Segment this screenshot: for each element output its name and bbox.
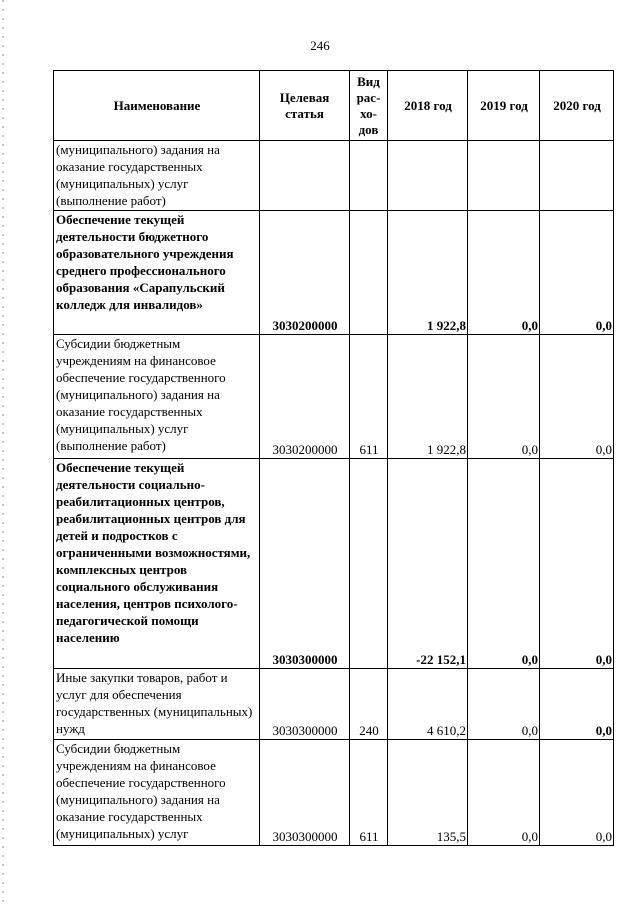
row-kind: 611 bbox=[350, 740, 388, 846]
row-name: (муниципального) задания на оказание государственных (муниципальных) услуг (выполнение работ) bbox=[54, 141, 260, 211]
table-row bbox=[54, 740, 614, 846]
table-row bbox=[54, 141, 614, 211]
header-2018: 2018 год bbox=[388, 71, 468, 141]
row-2020: 0,0 bbox=[540, 211, 614, 335]
row-2018: 135,5 bbox=[388, 740, 468, 846]
row-code: 3030200000 bbox=[260, 335, 350, 459]
row-kind bbox=[350, 459, 388, 669]
table-row bbox=[54, 335, 614, 459]
row-2020: 0,0 bbox=[540, 669, 614, 740]
row-2018: 4 610,2 bbox=[388, 669, 468, 740]
header-row bbox=[54, 71, 614, 141]
row-code: 3030300000 bbox=[260, 459, 350, 669]
row-code: 3030200000 bbox=[260, 211, 350, 335]
page-number: 246 bbox=[310, 38, 330, 53]
row-2019: 0,0 bbox=[468, 459, 540, 669]
header-name: Наименование bbox=[54, 71, 260, 141]
row-2020: 0,0 bbox=[540, 459, 614, 669]
scan-edge-marks bbox=[2, 0, 4, 905]
row-2019: 0,0 bbox=[468, 211, 540, 335]
header-2020: 2020 год bbox=[540, 71, 614, 141]
header-2019: 2019 год bbox=[468, 71, 540, 141]
table-row bbox=[54, 669, 614, 740]
row-2020: 0,0 bbox=[540, 740, 614, 846]
row-kind: 240 bbox=[350, 669, 388, 740]
row-2019: 0,0 bbox=[468, 335, 540, 459]
row-code bbox=[260, 141, 350, 211]
table-row bbox=[54, 459, 614, 669]
row-name: Обеспечение текущей деятельности социально-реабилитационных центров, реабилитационных центров для детей и подростков с ограниченными возможностями, комплексных центров социального обслуживания населения, центров психолого-педагогической помощи населению bbox=[54, 459, 260, 669]
header-kind: Вид рас- хо- дов bbox=[350, 71, 388, 141]
table-row bbox=[54, 211, 614, 335]
row-2018: 1 922,8 bbox=[388, 335, 468, 459]
row-2019 bbox=[468, 141, 540, 211]
row-2020 bbox=[540, 141, 614, 211]
row-name: Субсидии бюджетным учреждениям на финансовое обеспечение государственного (муниципального) задания на оказание государственных (муниципальных) услуг bbox=[54, 740, 260, 846]
row-name: Обеспечение текущей деятельности бюджетного образовательного учреждения среднего профессионального образования «Сарапульский колледж для инвалидов» bbox=[54, 211, 260, 335]
budget-table bbox=[53, 70, 614, 846]
row-kind bbox=[350, 141, 388, 211]
row-2018: 1 922,8 bbox=[388, 211, 468, 335]
row-2020: 0,0 bbox=[540, 335, 614, 459]
row-kind: 611 bbox=[350, 335, 388, 459]
row-2018: -22 152,1 bbox=[388, 459, 468, 669]
row-name: Иные закупки товаров, работ и услуг для обеспечения государственных (муниципальных) нужд bbox=[54, 669, 260, 740]
row-2018 bbox=[388, 141, 468, 211]
row-2019: 0,0 bbox=[468, 669, 540, 740]
row-code: 3030300000 bbox=[260, 669, 350, 740]
row-kind bbox=[350, 211, 388, 335]
row-code: 3030300000 bbox=[260, 740, 350, 846]
header-code: Целевая статья bbox=[260, 71, 350, 141]
row-2019: 0,0 bbox=[468, 740, 540, 846]
row-name: Субсидии бюджетным учреждениям на финансовое обеспечение государственного (муниципального) задания на оказание государственных (муниципальных) услуг (выполнение работ) bbox=[54, 335, 260, 459]
